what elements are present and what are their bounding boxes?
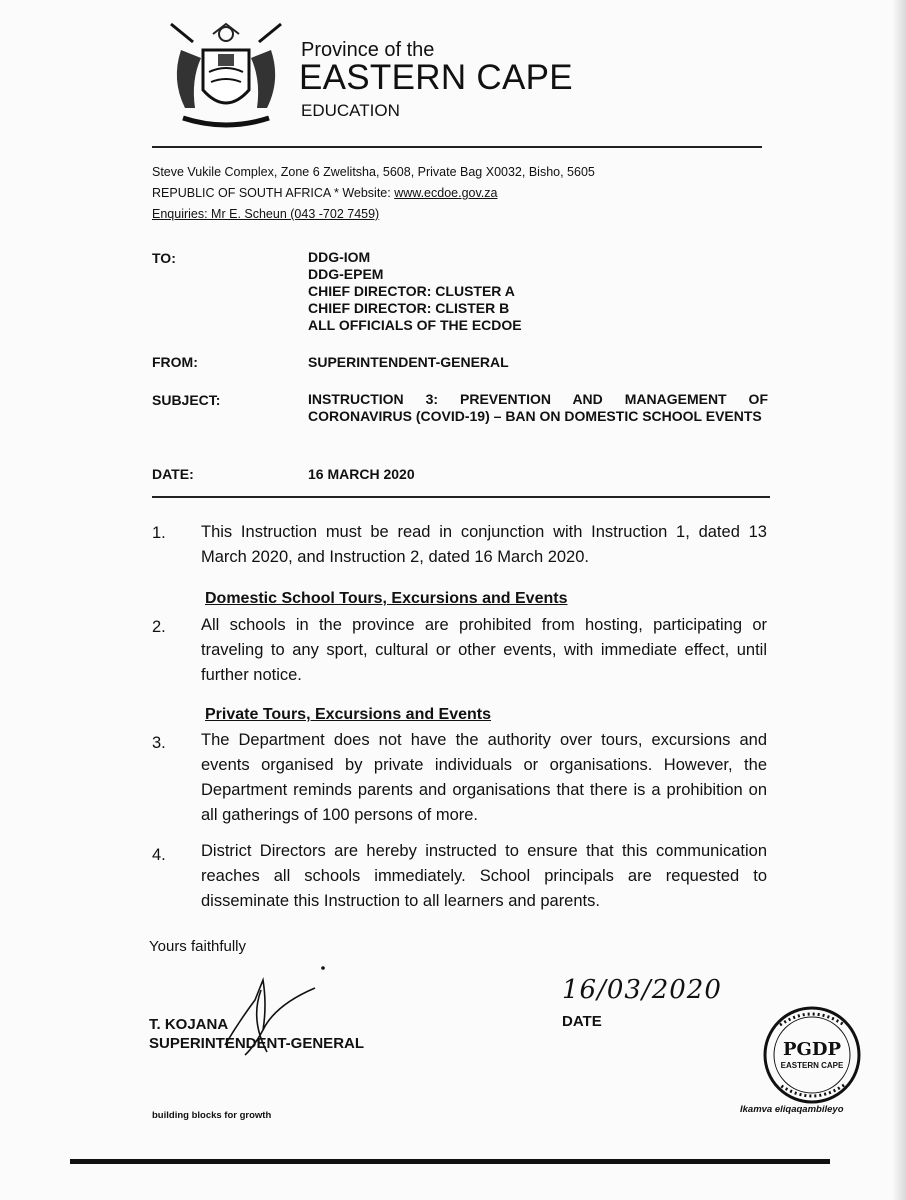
paragraph-4: District Directors are hereby instructed to ensure that this communication reaches all schools immediately. School principals are requested to disseminate this Instruction to all learners and parents. <box>201 842 767 910</box>
letterhead-education: EDUCATION <box>301 101 400 120</box>
date-label: DATE: <box>152 466 194 482</box>
to-recipients <box>308 249 522 334</box>
subject-label: SUBJECT: <box>152 392 221 408</box>
address-line: Steve Vukile Complex, Zone 6 Zwelitsha, 5608, Private Bag X0032, Bisho, 5605 <box>152 165 595 179</box>
paragraph-3: The Department does not have the authority over tours, excursions and events organised by private individuals or organisations. However, the Department reminds parents and organisations that there is a prohibition on all gatherings of 100 persons of more. <box>201 731 767 824</box>
enquiries-line: Enquiries: Mr E. Scheun (043 -702 7459) <box>152 207 380 221</box>
paragraph-2: All schools in the province are prohibited from hosting, participating or traveling to any sport, cultural or other events, with immediate effect, until further notice. <box>201 616 767 684</box>
closing: Yours faithfully <box>149 938 247 955</box>
paragraph-number: 4. <box>152 846 166 864</box>
memo-divider <box>152 496 770 498</box>
subject-value: INSTRUCTION 3: PREVENTION AND MANAGEMENT OF CORONAVIRUS (COVID-19) – BAN ON DOMESTIC SCHOOL EVENTS <box>308 391 768 424</box>
recipient: DDG-IOM <box>308 249 371 265</box>
footer-slogan: building blocks for growth <box>152 1110 272 1121</box>
coat-of-arms-icon <box>163 20 289 132</box>
recipient: ALL OFFICIALS OF THE ECDOE <box>308 317 522 333</box>
letterhead-eastern-cape: EASTERN CAPE <box>299 58 573 97</box>
recipient: DDG-EPEM <box>308 266 384 282</box>
country-text: REPUBLIC OF SOUTH AFRICA * Website: <box>152 186 395 200</box>
recipient: CHIEF DIRECTOR: CLUSTER A <box>308 283 515 299</box>
handwritten-date: 16/03/2020 <box>562 975 722 1005</box>
footer-motto: Ikamva eliqaqambileyo <box>740 1104 844 1115</box>
page-edge-shadow <box>892 0 906 1200</box>
paragraph-number: 3. <box>152 734 166 752</box>
recipient: CHIEF DIRECTOR: CLISTER B <box>308 300 510 316</box>
paragraph-1-text: This Instruction must be read in conjunction with Instruction 1, dated 13 March 2020, and Instruction 2, dated 16 March 2020. <box>201 523 767 566</box>
letterhead-province: Province of the <box>301 39 435 61</box>
seal-acronym: PGDP <box>782 1039 842 1060</box>
heading-domestic: Domestic School Tours, Excursions and Events <box>205 590 568 607</box>
bottom-rule <box>70 1159 830 1164</box>
address-country <box>152 185 497 201</box>
signature-date-label: DATE <box>562 1013 602 1030</box>
from-label: FROM: <box>152 354 198 370</box>
website-link[interactable]: www.ecdoe.gov.za <box>394 186 498 200</box>
from-value: SUPERINTENDENT-GENERAL <box>308 354 509 370</box>
date-value: 16 MARCH 2020 <box>308 466 415 482</box>
paragraph-number: 1. <box>152 524 166 542</box>
pgdp-seal <box>762 1005 862 1105</box>
signatory-title: SUPERINTENDENT-GENERAL <box>149 1035 365 1052</box>
seal-region: EASTERN CAPE <box>780 1061 844 1070</box>
paragraph-number: 2. <box>152 618 166 636</box>
heading-private: Private Tours, Excursions and Events <box>205 706 492 723</box>
signatory-name: T. KOJANA <box>149 1016 229 1033</box>
paragraph-1 <box>201 520 767 570</box>
to-label: TO: <box>152 250 176 266</box>
header-divider <box>152 146 762 148</box>
